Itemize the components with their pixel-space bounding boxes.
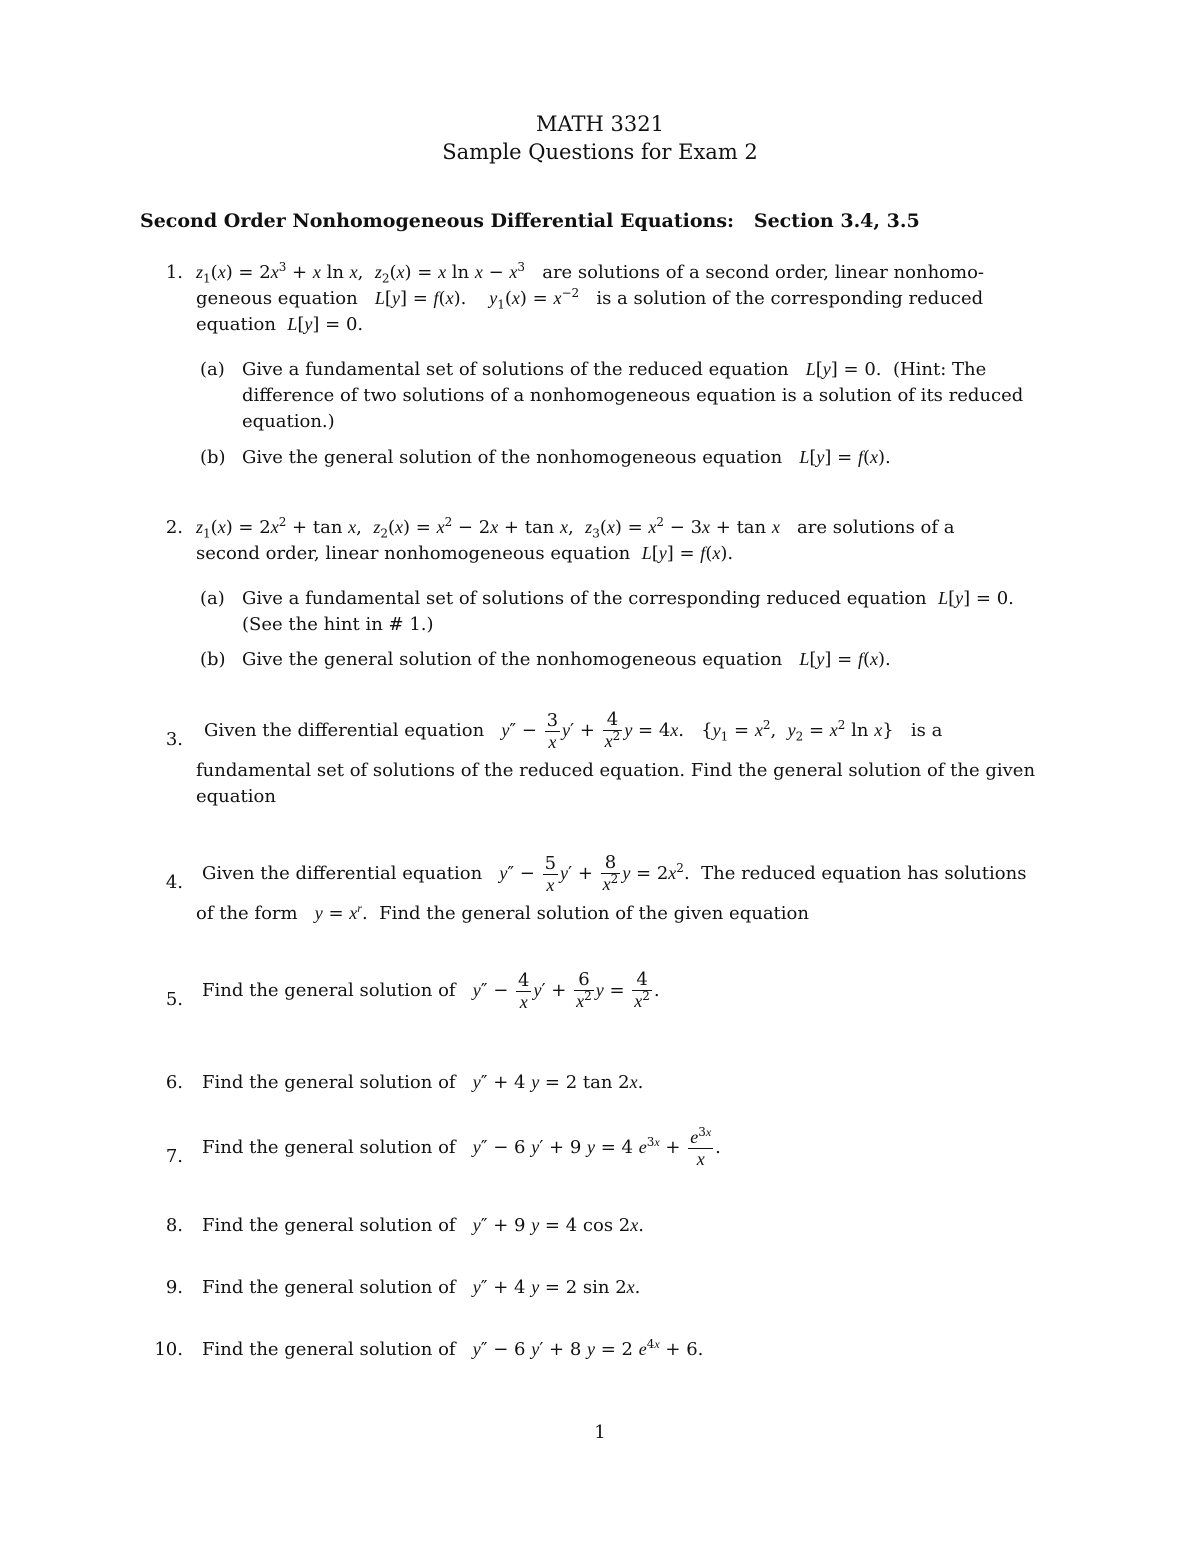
q8-text: Find the general solution of	[202, 1215, 456, 1236]
q1a-line3: equation.)	[242, 411, 335, 432]
q2b-text: Give the general solution of the nonhomogeneous equation	[242, 649, 783, 670]
page-number: 1	[594, 1422, 606, 1443]
q1a-label: (a)	[200, 359, 225, 380]
q1-line3: equation L[y] = 0.	[196, 314, 364, 335]
q7-number: 7.	[165, 1146, 183, 1167]
q4-frac1: $\frac{5}{x}$	[544, 852, 557, 895]
q1a-text2: (Hint: The	[892, 359, 987, 380]
q1b-label: (b)	[200, 447, 226, 468]
q10-text: Find the general solution of	[202, 1339, 456, 1360]
q4-lead: Given the differential equation	[202, 863, 483, 884]
q9-number: 9.	[165, 1277, 183, 1298]
q3-lead: Given the differential equation	[204, 720, 485, 741]
q2-line2-text: second order, linear nonhomogeneous equation	[196, 543, 631, 564]
q1-line1: $z_1(x) = 2x^3 + x$ ln x, $z_2(x) = x$ $\ln x - x^3$ are solutions of a second order, linear nonhomo-	[196, 260, 984, 286]
q1a-text1: Give a fundamental set of solutions of the reduced equation	[242, 359, 789, 380]
q5-number: 5.	[165, 989, 183, 1010]
q3-line1: Given the differential equation y″ − $\frac{3}{x}$ y′ + $\frac{4}{x^2}$ y = 4x. {$y_1 = x^2$, $y_2 = x^2$ ln x} is a	[204, 709, 943, 752]
q1b-line: Give the general solution of the nonhomogeneous equation L[y] = f(x).	[242, 447, 891, 468]
q10-line: Find the general solution of y″ − 6 y′ + 8 y = 2 $e^{4x} + 6$.	[202, 1337, 704, 1360]
q2a-text: Give a fundamental set of solutions of the corresponding reduced equation	[242, 588, 927, 609]
q1-line2-a: geneous equation	[196, 288, 358, 309]
q1-lead: are solutions of a second order, linear nonhomo-	[542, 262, 984, 283]
q4-number: 4.	[165, 872, 183, 893]
q1-number: 1.	[165, 262, 183, 283]
q4-line2: of the form $y = x^r$. Find the general solution of the given equation	[196, 901, 809, 924]
q1-line2-b: is a solution of the corresponding reduced	[596, 288, 984, 309]
q6-number: 6.	[165, 1072, 183, 1093]
q2-number: 2.	[165, 517, 183, 538]
q1b-text: Give the general solution of the nonhomogeneous equation	[242, 447, 783, 468]
q2a-label: (a)	[200, 588, 225, 609]
q3-tail: is a	[910, 720, 943, 741]
q5-frac2: $\frac{6}{x^2}$	[576, 969, 592, 1011]
q3-frac1: $\frac{3}{x}$	[546, 709, 559, 752]
q6-line: Find the general solution of y″ + 4 y = 2 tan 2x.	[202, 1072, 644, 1093]
q4-frac2: $\frac{8}{x^2}$	[602, 852, 619, 894]
q1a-line2: difference of two solutions of a nonhomogeneous equation is a solution of its reduced	[242, 385, 1024, 406]
section-heading: Second Order Nonhomogeneous Differential Equations: Section 3.4, 3.5	[140, 210, 920, 232]
q2a-line2: (See the hint in # 1.)	[242, 614, 434, 635]
q2-lead: are solutions of a	[797, 517, 955, 538]
q3-frac2: $\frac{4}{x^2}$	[604, 709, 621, 751]
q3-number: 3.	[165, 729, 183, 750]
q1-line2: geneous equation L[y] = f(x). $y_1(x) = x^{-2}$ is a solution of the corresponding reduced	[196, 286, 984, 312]
q10-number: 10.	[154, 1339, 183, 1360]
course-title: MATH 3321	[536, 112, 664, 136]
q4-line1: Given the differential equation y″ − $\frac{5}{x}$ y′ + $\frac{8}{x^2}$ $y = 2x^2$. The reduced equation has solutions	[202, 852, 1027, 895]
q2a-line1: Give a fundamental set of solutions of the corresponding reduced equation L[y] = 0.	[242, 588, 1014, 609]
q8-line: Find the general solution of y″ + 9 y = 4 cos 2x.	[202, 1215, 644, 1236]
q6-text: Find the general solution of	[202, 1072, 456, 1093]
q5-text: Find the general solution of	[202, 980, 456, 1001]
q5-line: Find the general solution of y″ − $\frac{4}{x}$ y′ + $\frac{6}{x^2}$ y = $\frac{4}{x^2}$ .	[202, 969, 660, 1012]
q4-line2-b: Find the general solution of the given equation	[379, 903, 809, 924]
q7-text: Find the general solution of	[202, 1137, 456, 1158]
q1a-line1: Give a fundamental set of solutions of the reduced equation L[y] = 0. (Hint: The	[242, 359, 987, 380]
q8-number: 8.	[165, 1215, 183, 1236]
q5-frac1: $\frac{4}{x}$	[518, 969, 530, 1012]
q5-frac3: $\frac{4}{x^2}$	[634, 969, 650, 1011]
q3-line2: fundamental set of solutions of the reduced equation. Find the general solution of the given	[196, 760, 1036, 781]
q7-line: Find the general solution of y″ − 6 y′ + 9 y = 4 $e^{3x}$ + $\frac{e^{3x}}{x}$ .	[202, 1125, 721, 1169]
q9-text: Find the general solution of	[202, 1277, 456, 1298]
q4-tail: The reduced equation has solutions	[701, 863, 1027, 884]
q2b-line: Give the general solution of the nonhomogeneous equation L[y] = f(x).	[242, 649, 891, 670]
q9-line: Find the general solution of y″ + 4 y = 2 sin 2x.	[202, 1277, 641, 1298]
q3-line3: equation	[196, 786, 276, 807]
q2b-label: (b)	[200, 649, 226, 670]
exam-subtitle: Sample Questions for Exam 2	[442, 140, 758, 164]
q1-line3-text: equation	[196, 314, 276, 335]
q4-line2-a: of the form	[196, 903, 298, 924]
q2-line2: second order, linear nonhomogeneous equation L[y] = f(x).	[196, 543, 734, 564]
q2-line1: $z_1(x) = 2x^2 + \tan x$, $z_2(x) = x^2 - 2x + \tan x$, $z_3(x) = x^2 - 3x + \tan x$ are solutions of a	[196, 515, 955, 541]
q7-frac: $\frac{e^{3x}}{x}$	[690, 1125, 712, 1169]
